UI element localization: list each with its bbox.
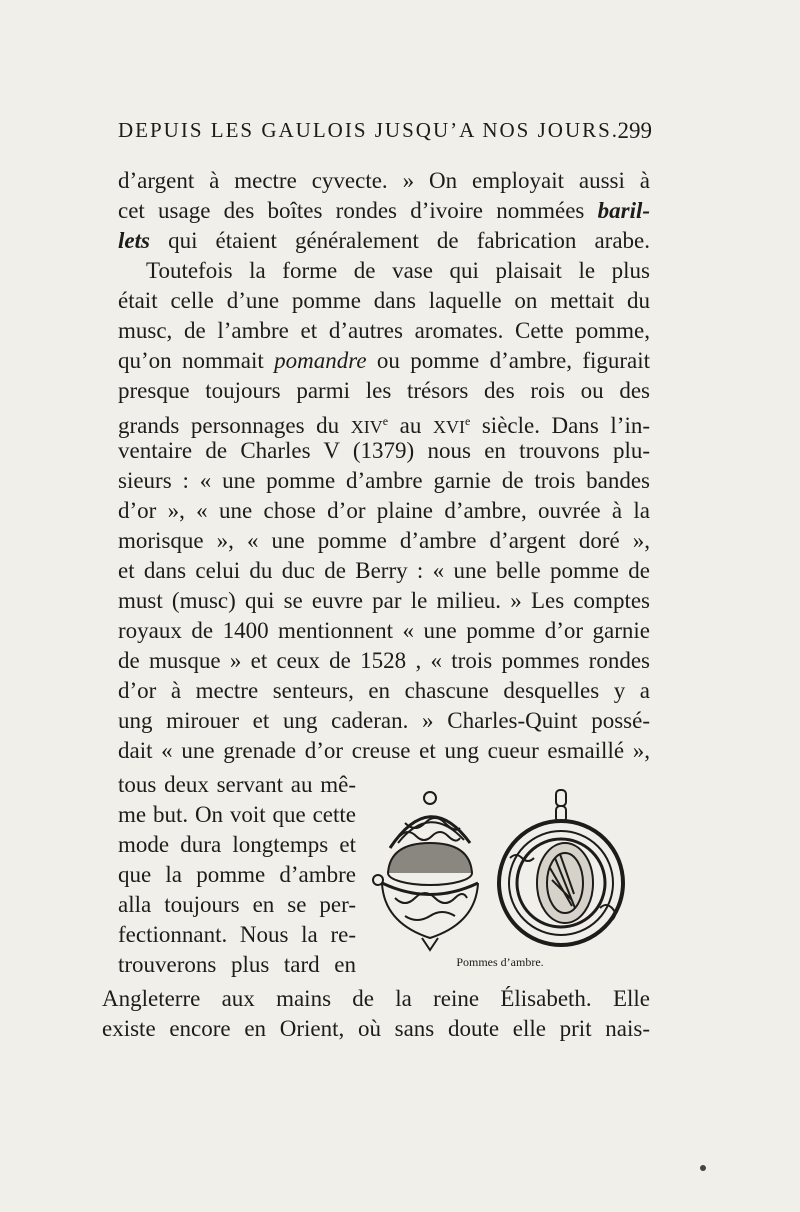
page-number: 299 [617,118,652,143]
text-line: dait « une grenade d’or creuse et ung cueur esmaillé », [118,738,650,763]
pomander-illustration [360,788,650,953]
text-line: que la pomme d’ambre [118,862,356,887]
text-line: trouverons plus tard en [118,952,356,977]
text-line: alla toujours en se per- [118,892,356,917]
text-line: presque toujours parmi les trésors des rois ou des [118,378,650,403]
text-line: tous deux servant au mê- [118,772,356,797]
text-line: mode dura longtemps et [118,832,356,857]
text-line: fectionnant. Nous la re- [118,922,356,947]
italic-term: pomandre [274,348,367,373]
text-line: et dans celui du duc de Berry : « une belle pomme de [118,558,650,583]
text-line: grands personnages du XIVe au XVIe siècle. Dans l’in- [118,413,650,438]
running-header [118,118,652,143]
open-pomander-icon [373,792,478,950]
text-line: morisque », « une pomme d’ambre d’argent doré », [118,528,650,553]
round-pomander-icon [499,790,623,945]
italic-term: lets [118,228,150,253]
text-line: Angleterre aux mains de la reine Élisabeth. Elle [102,986,650,1011]
text-line: me but. On voit que cette [118,802,356,827]
text-line: d’or à mectre senteurs, en chascune desquelles y a [118,678,650,703]
text-line: ung mirouer et ung caderan. » Charles-Quint possé- [118,708,650,733]
text-line: d’or », « une chose d’or plaine d’ambre, ouvrée à la [118,498,650,523]
text-line: sieurs : « une pomme d’ambre garnie de trois bandes [118,468,650,493]
paragraph-start-line: Toutefois la forme de vase qui plaisait le plus [146,258,650,283]
text-line: d’argent à mectre cyvecte. » On employait aussi à [118,168,650,193]
text-line: ventaire de Charles V (1379) nous en trouvons plu- [118,438,650,463]
figure-caption: Pommes d’ambre. [456,955,544,969]
text-line: cet usage des boîtes rondes d’ivoire nommées baril- [118,198,651,223]
text-line: must (musc) qui se euvre par le milieu. » Les comptes [118,588,650,613]
text-line: musc, de l’ambre et d’autres aromates. Cette pomme, [118,318,650,343]
text-line: lets qui étaient généralement de fabrication arabe. [118,228,650,253]
running-title: DEPUIS LES GAULOIS JUSQU’A NOS JOURS. [118,118,620,142]
italic-term: baril- [597,198,651,223]
paper-speck [700,1165,706,1171]
text-line: était celle d’une pomme dans laquelle on mettait du [118,288,650,313]
text-line: existe encore en Orient, où sans doute elle prit nais- [102,1016,650,1041]
text-line: royaux de 1400 mentionnent « une pomme d’or garnie [118,618,650,643]
text-line: qu’on nommait pomandre ou pomme d’ambre, figurait [118,348,651,373]
text-line: de musque » et ceux de 1528 , « trois pommes rondes [118,648,650,673]
